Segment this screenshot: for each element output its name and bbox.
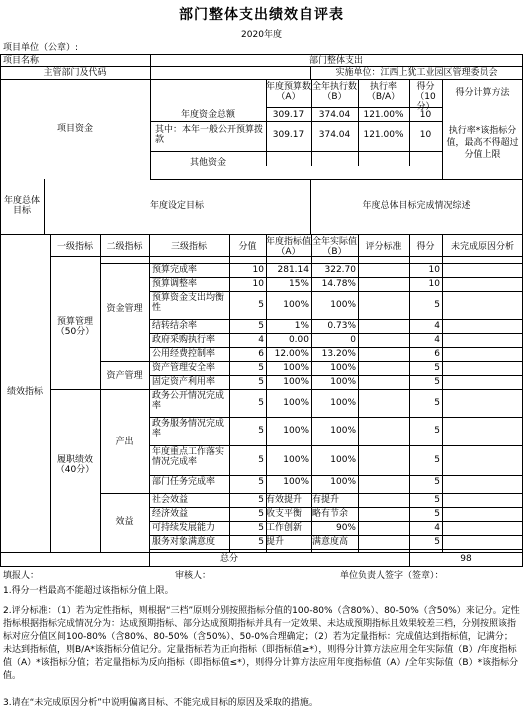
indicator-target: 收支平衡	[266, 509, 303, 519]
annual-goal-label: 年度总体目标	[3, 196, 40, 216]
grid-vline	[149, 234, 150, 567]
indicator-score: 5	[258, 523, 264, 533]
note-2: 2.评分标准：（1）若为定性指标，则根据“三档”原则分别按照指标分值的100-80%（含80%）、80-50%（含50%）来记分。定性指标根据指标完成情况分为：达成预期指标、部分达成预期指标并具有一定效果、未达成预期指标且效果较差三档，分别按照该指标对应分值区间100-80%（含80%、80-50%（含50%）、50-0%合理确定；（2）若为定量指标：完成值达到指标值，记满分；未达到指标值，则B/A*该指标分值记分。定量指标若为正向指标（即指标值≥*），则得分计算方法应用全年实际值（B）/年度指标值（A）*该指标分值；若定量指标为反向指标（即指标值≤*），则得分计算方法应用年度指标值（A）/全年实际值（B）*该指标分值。	[3, 606, 520, 681]
note-3: 3.请在“未完成原因分析”中说明偏离目标、不能完成目标的原因及采取的措施。	[3, 698, 318, 708]
indicator-score: 10	[252, 265, 264, 275]
sub-budget: 309.17	[272, 130, 305, 140]
group-budget-mgmt: 预算管理（50分）	[55, 317, 95, 337]
grid-vline	[50, 234, 51, 553]
indicator-points: 5	[434, 300, 440, 310]
indicator-name: 政务公开情况完成率	[152, 391, 225, 411]
indicator-target: 100%	[283, 300, 309, 310]
indicator-name: 部门任务完成率	[152, 477, 216, 487]
grid-hline	[149, 535, 523, 536]
indicator-points: 5	[434, 509, 440, 519]
indicator-score: 4	[258, 335, 264, 345]
col-score-header: 得分（10分）	[415, 82, 436, 112]
grid-hline	[149, 319, 523, 320]
indicator-score: 5	[258, 426, 264, 436]
sub-benefit: 效益	[115, 517, 134, 527]
grid-hline	[149, 333, 523, 334]
grid-hline	[100, 263, 150, 264]
sub-rate: 121.00%	[363, 130, 404, 140]
indicator-target: 100%	[283, 455, 309, 465]
indicator-points: 10	[428, 279, 440, 289]
indicator-actual: 100%	[330, 363, 356, 373]
indicator-name: 公用经费控制率	[152, 349, 216, 359]
indicator-actual: 100%	[330, 398, 356, 408]
indicator-target: 15%	[288, 279, 309, 289]
indicator-score: 6	[258, 349, 264, 359]
indicator-name: 资产管理安全率	[152, 363, 216, 373]
score-method-text: 执行率*该指标分值，最高不得超过分值上限	[446, 126, 519, 160]
grid-hline	[149, 521, 523, 522]
indicator-actual: 14.78%	[321, 279, 356, 289]
col-rate-header: 执行率（B/A）	[366, 82, 401, 102]
indicator-target: 工作创新	[266, 523, 303, 533]
funds-label: 项目资金	[56, 124, 93, 134]
grid-hline	[100, 493, 523, 494]
perf-indicator-label: 绩效指标	[6, 387, 43, 397]
reason-header: 未完成原因分析	[450, 242, 514, 252]
col-budget-header: 年度预算数（A）	[266, 82, 312, 102]
indicator-name: 固定资产利用率	[152, 377, 216, 387]
indicator-actual: 0.73%	[327, 321, 356, 331]
score-header: 分值	[238, 242, 257, 252]
indicator-points: 5	[434, 398, 440, 408]
indicator-points: 6	[434, 349, 440, 359]
standard-header: 评分标准	[365, 242, 402, 252]
other-funds-label: 其他资金	[189, 158, 226, 168]
indicator-actual: 100%	[330, 455, 356, 465]
indicator-score: 5	[258, 363, 264, 373]
grid-hline	[100, 361, 523, 362]
indicator-score: 5	[258, 300, 264, 310]
grid-hline	[149, 445, 523, 446]
total-score: 10	[419, 110, 432, 120]
grid-hline	[149, 549, 523, 550]
indicator-target: 100%	[283, 363, 309, 373]
indicator-score: 5	[258, 321, 264, 331]
grid-hline	[149, 507, 523, 508]
indicator-score: 5	[258, 455, 264, 465]
grid-vline	[150, 66, 151, 80]
indicator-target: 100%	[283, 477, 309, 487]
lvl2-header: 二级指标	[106, 242, 143, 252]
indicator-points: 5	[434, 455, 440, 465]
grid-hline	[0, 79, 523, 80]
indicator-target: 100%	[283, 398, 309, 408]
grid-hline	[149, 417, 523, 418]
indicator-name: 预算资金支出均衡性	[152, 293, 225, 313]
indicator-score: 5	[258, 537, 264, 547]
indicator-name: 政务服务情况完成率	[152, 419, 225, 439]
indicator-actual: 13.20%	[321, 349, 356, 359]
col-method-header: 得分计算方法	[455, 88, 510, 98]
indicator-score: 5	[258, 398, 264, 408]
annual-set-goal-label: 年度设定目标	[149, 201, 204, 211]
grid-hline	[149, 347, 523, 348]
group-duty-performance: 履职绩效（40分）	[55, 455, 95, 475]
grid-hline	[150, 121, 267, 122]
indicator-points: 5	[434, 377, 440, 387]
indicator-actual: 100%	[330, 426, 356, 436]
indicator-score: 5	[258, 509, 264, 519]
sub-funds-label: 其中：本年一般公开预算拨款	[155, 125, 264, 145]
page-title: 部门整体支出绩效自评表	[179, 7, 344, 23]
grid-hline	[150, 179, 523, 180]
indicator-actual: 100%	[330, 300, 356, 310]
indicator-points: 5	[434, 363, 440, 373]
indicator-name: 预算调整率	[152, 279, 198, 289]
impl-unit-label: 实施单位：江西上犹工业园区管理委员会	[335, 68, 498, 78]
indicator-score: 5	[258, 477, 264, 487]
grid-hline	[149, 277, 523, 278]
indicator-actual: 90%	[335, 523, 356, 533]
indicator-target: 12.00%	[274, 349, 309, 359]
indicator-points: 4	[434, 335, 440, 345]
indicator-points: 5	[434, 495, 440, 505]
indicator-name: 预算完成率	[152, 265, 198, 275]
indicator-target: 1%	[294, 321, 309, 331]
indicator-target: 100%	[283, 377, 309, 387]
leader-sign-label: 单位负责人签字（签章）：	[340, 571, 444, 581]
total-exec: 374.04	[318, 110, 351, 120]
annual-goal-status-label: 年度总体目标完成情况综述	[362, 201, 471, 211]
indicator-actual: 322.70	[324, 265, 356, 275]
unit-label: 项目单位（公章）:	[3, 43, 79, 53]
grid-hline	[0, 566, 523, 567]
sub-score: 10	[419, 130, 432, 140]
indicator-score: 10	[252, 279, 264, 289]
total-budget: 309.17	[272, 110, 305, 120]
grid-hline	[0, 66, 523, 67]
reviewer-label: 审核人：	[175, 571, 212, 581]
grid-hline	[149, 389, 523, 390]
indicator-points: 4	[434, 321, 440, 331]
indicator-name: 可持续发展能力	[152, 523, 216, 533]
indicator-actual: 略有节余	[312, 509, 349, 519]
lvl1-header: 一级指标	[56, 242, 93, 252]
project-name-value: 部门整体支出	[308, 56, 363, 66]
indicator-target: 0.00	[288, 335, 309, 345]
indicator-name: 结转结余率	[152, 321, 198, 331]
grid-hline	[150, 151, 443, 152]
lvl3-header: 三级指标	[170, 242, 207, 252]
sub-output: 产出	[115, 437, 134, 447]
col-exec-header: 全年执行数（B）	[311, 82, 357, 102]
note-1: 1.得分一档最高不能超过该指标分值上限。	[3, 586, 174, 596]
grid-hline	[0, 552, 523, 553]
indicator-name: 政府采购执行率	[152, 335, 216, 345]
year-label: 2020年度	[241, 30, 282, 40]
sub-asset-mgmt: 资产管理	[106, 371, 143, 381]
indicator-points: 5	[434, 426, 440, 436]
indicator-points: 5	[434, 537, 440, 547]
indicator-target: 有效提升	[266, 495, 303, 505]
indicator-points: 5	[434, 477, 440, 487]
actual-header: 全年实际值（B）	[311, 237, 357, 257]
indicator-target: 281.14	[277, 265, 309, 275]
indicator-actual: 有提升	[312, 495, 340, 505]
total-label: 总分	[219, 554, 238, 564]
indicator-actual: 满意度高	[312, 537, 349, 547]
indicator-name: 年度重点工作落实情况完成率	[152, 447, 225, 467]
indicator-target: 100%	[283, 426, 309, 436]
sub-fund-mgmt: 资金管理	[106, 304, 143, 314]
indicator-target: 提升	[266, 537, 285, 547]
indicator-score: 5	[258, 377, 264, 387]
indicator-points: 10	[428, 265, 440, 275]
indicator-points: 4	[434, 523, 440, 533]
grid-hline	[0, 234, 523, 235]
indicator-name: 服务对象满意度	[152, 537, 216, 547]
grid-vline	[100, 234, 101, 553]
total-value: 98	[460, 554, 472, 564]
filler-label: 填报人：	[3, 571, 40, 581]
dept-label: 主管部门及代码	[43, 68, 107, 78]
total-funds-label: 年度资金总额	[180, 110, 235, 120]
indicator-name: 社会效益	[152, 495, 189, 505]
indicator-actual: 100%	[330, 477, 356, 487]
indicator-actual: 0	[350, 335, 356, 345]
indicator-score: 5	[258, 495, 264, 505]
grid-hline	[149, 263, 523, 264]
grid-hline	[149, 375, 523, 376]
target-header: 年度指标值（A）	[266, 237, 312, 257]
indicator-actual: 100%	[330, 377, 356, 387]
grid-vline	[358, 234, 359, 553]
grid-hline	[50, 389, 150, 390]
indicator-name: 经济效益	[152, 509, 189, 519]
total-rate: 121.00%	[363, 110, 404, 120]
grid-hline	[149, 475, 523, 476]
sub-exec: 374.04	[318, 130, 351, 140]
grid-hline	[149, 291, 523, 292]
project-name-label: 项目名称	[3, 56, 40, 66]
points-header: 得分	[416, 242, 435, 252]
grid-vline	[442, 234, 443, 553]
grid-hline	[0, 54, 523, 55]
